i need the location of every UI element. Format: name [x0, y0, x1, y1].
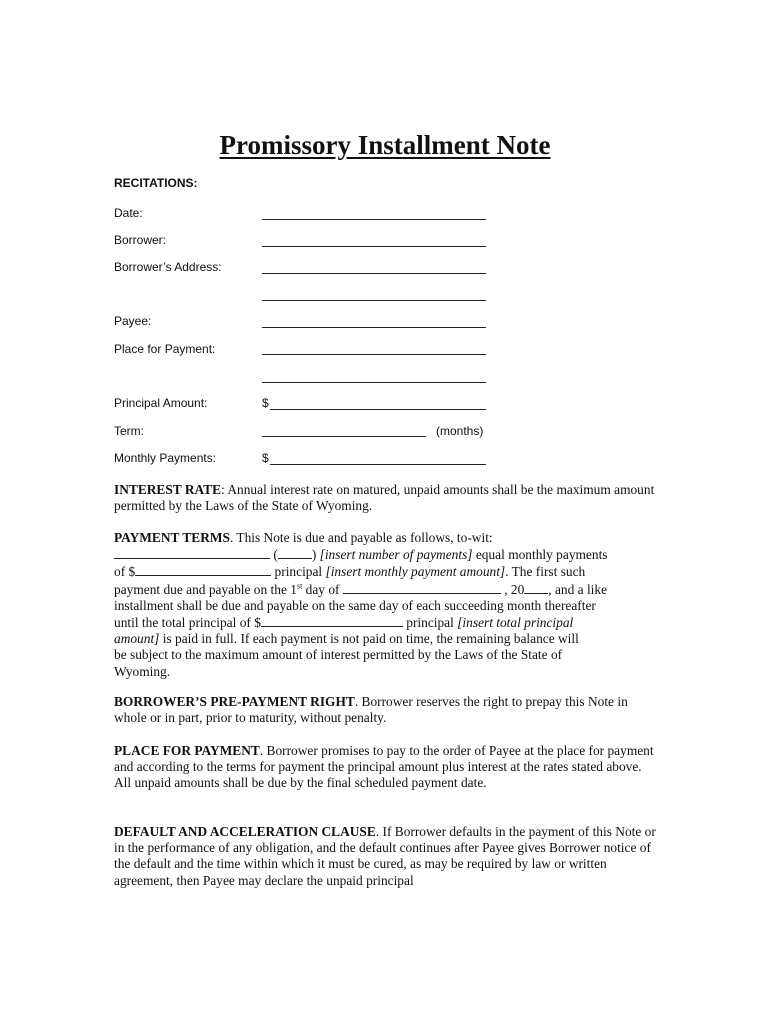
monthly-payment-amount-hint: [insert monthly payment amount]: [325, 564, 506, 580]
payment-terms-text: is paid in full. If each payment is not paid on time, the remaining balance will: [159, 631, 579, 647]
payment-terms-paragraph: [114, 530, 660, 680]
interest-rate-paragraph: [114, 482, 660, 514]
prepayment-paragraph: [114, 694, 660, 726]
payment-terms-text: ): [311, 547, 320, 563]
place-for-payment-heading: PLACE FOR PAYMENT: [114, 743, 260, 758]
page-title: Promissory Installment Note: [219, 130, 551, 160]
payee-name-blank[interactable]: [114, 546, 270, 559]
payment-terms-line-8: be subject to the maximum amount of interest permitted by the Laws of the State of: [114, 647, 563, 663]
term-months-suffix: (months): [436, 424, 484, 438]
payment-terms-text: (: [270, 547, 278, 563]
payee-field[interactable]: [262, 313, 486, 328]
principal-amount-label: Principal Amount:: [114, 396, 208, 410]
payment-terms-text: , 20: [500, 581, 525, 597]
interest-rate-text: : Annual interest rate on matured, unpaid amounts shall be the maximum amount permitted by the Laws of the State of Wyoming.: [114, 482, 655, 514]
date-label: Date:: [114, 206, 143, 220]
payment-terms-text: principal: [271, 564, 326, 580]
place-for-payment-label: Place for Payment:: [114, 342, 216, 356]
term-label: Term:: [114, 424, 144, 438]
payment-terms-heading: PAYMENT TERMS: [114, 530, 230, 545]
number-of-payments-hint: [insert number of payments]: [319, 547, 473, 563]
date-field[interactable]: [262, 205, 486, 220]
payment-terms-text: equal monthly payments: [472, 547, 608, 563]
prepayment-text: . Borrower reserves the right to prepay this Note in whole or in part, prior to maturity, without penalty.: [114, 694, 628, 726]
principal-dollar-sign: $: [262, 396, 269, 410]
first-payment-month-blank[interactable]: [343, 581, 501, 594]
payment-terms-line-1: . This Note is due and payable as follows, to-wit:: [229, 530, 493, 545]
total-principal-hint-end: amount]: [114, 631, 160, 647]
default-clause-text: . If Borrower defaults in the payment of this Note or in the performance of any obligation, and the default continues after Payee gives Borrower notice of the default and the time within which it must be cured, as may be required by law or written agreement, then Payee may declare the unpaid principal: [114, 824, 656, 888]
monthly-payments-field[interactable]: [270, 450, 486, 465]
prepayment-heading: BORROWER’S PRE-PAYMENT RIGHT: [114, 694, 355, 709]
payment-terms-text: . The first such: [505, 564, 586, 580]
borrower-label: Borrower:: [114, 233, 167, 247]
place-for-payment-paragraph: [114, 743, 660, 792]
principal-amount-field[interactable]: [270, 395, 486, 410]
place-for-payment-text: . Borrower promises to pay to the order of Payee at the place for payment and according to the terms for payment the principal amount plus interest at the rates stated above. All unpaid amounts shall be due by the final scheduled payment date.: [114, 743, 654, 791]
payment-terms-line-5: installment shall be due and payable on the same day of each succeeding month thereafter: [114, 597, 596, 613]
payment-terms-text: day of: [302, 581, 343, 597]
ordinal-suffix: st: [296, 581, 303, 591]
monthly-dollar-sign: $: [262, 451, 269, 465]
payment-terms-text: of $: [114, 564, 136, 580]
recitations-heading: RECITATIONS:: [114, 176, 198, 190]
interest-rate-heading: INTEREST RATE: [114, 482, 222, 497]
payment-terms-line-9: Wyoming.: [114, 663, 171, 679]
borrower-field[interactable]: [262, 232, 486, 247]
place-for-payment-field-1[interactable]: [262, 340, 486, 355]
monthly-payments-label: Monthly Payments:: [114, 451, 217, 465]
payment-terms-text: payment due and payable on the 1: [114, 581, 297, 597]
borrower-address-label: Borrower’s Address:: [114, 260, 222, 274]
total-principal-hint: [insert total principal: [457, 615, 574, 631]
place-for-payment-field-2[interactable]: [262, 368, 486, 383]
payment-terms-text: , and a like: [548, 581, 608, 597]
first-payment-year-blank[interactable]: [524, 581, 548, 594]
borrower-address-field-1[interactable]: [262, 259, 486, 274]
default-clause-heading: DEFAULT AND ACCELERATION CLAUSE: [114, 824, 376, 839]
payment-terms-text: principal: [402, 615, 458, 631]
default-clause-paragraph: [114, 824, 660, 889]
term-field[interactable]: [262, 422, 426, 437]
monthly-payment-amount-blank[interactable]: [135, 563, 271, 576]
payee-label: Payee:: [114, 314, 152, 328]
total-principal-blank[interactable]: [261, 614, 403, 627]
number-of-payments-blank[interactable]: [278, 546, 312, 559]
payment-terms-text: until the total principal of $: [114, 615, 261, 631]
borrower-address-field-2[interactable]: [262, 286, 486, 301]
